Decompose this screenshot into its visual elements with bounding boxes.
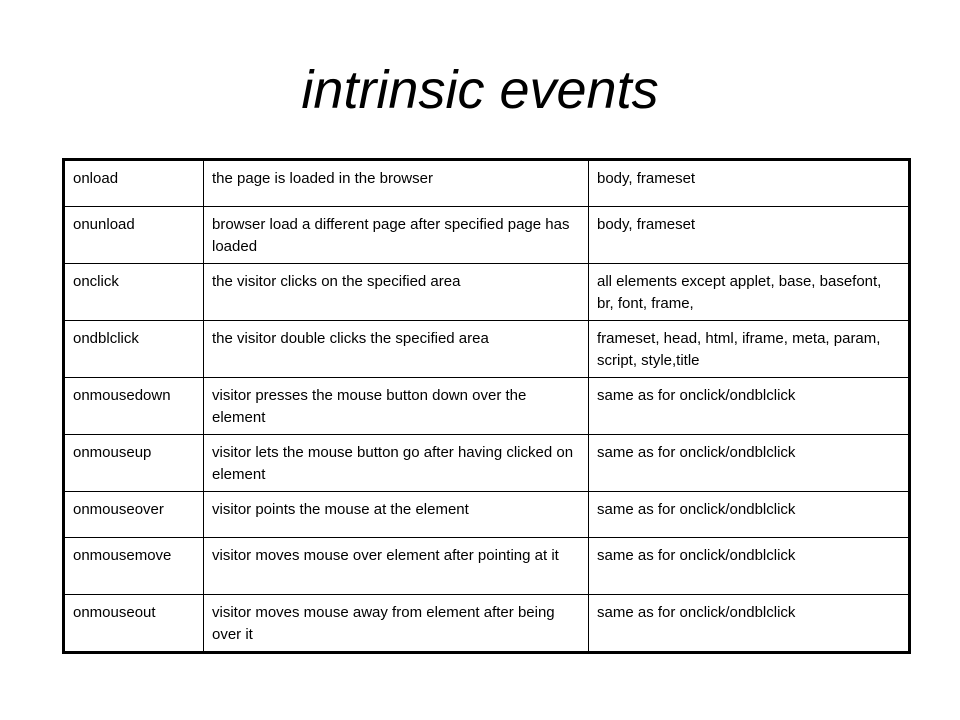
- event-elements-cell: same as for onclick/ondblclick: [589, 378, 910, 435]
- event-name-cell: onmouseover: [64, 492, 204, 538]
- event-trigger-cell: visitor moves mouse over element after pointing at it: [204, 538, 589, 595]
- event-name-cell: onload: [64, 160, 204, 207]
- event-name-cell: onclick: [64, 264, 204, 321]
- event-name-cell: onmousemove: [64, 538, 204, 595]
- event-elements-cell: body, frameset: [589, 207, 910, 264]
- table-row: [64, 595, 910, 653]
- event-trigger-cell: the visitor double clicks the specified area: [204, 321, 589, 378]
- event-trigger-cell: browser load a different page after specified page has loaded: [204, 207, 589, 264]
- events-table: [62, 158, 911, 654]
- slide-title: intrinsic events: [301, 60, 659, 120]
- table-row: [64, 207, 910, 264]
- table-row: [64, 435, 910, 492]
- table-row: [64, 538, 910, 595]
- event-name-cell: onmouseout: [64, 595, 204, 653]
- event-elements-cell: same as for onclick/ondblclick: [589, 595, 910, 653]
- event-name-cell: onmouseup: [64, 435, 204, 492]
- event-elements-cell: same as for onclick/ondblclick: [589, 538, 910, 595]
- event-elements-cell: all elements except applet, base, basefont, br, font, frame,: [589, 264, 910, 321]
- event-trigger-cell: the visitor clicks on the specified area: [204, 264, 589, 321]
- table-row: [64, 492, 910, 538]
- table-row: [64, 264, 910, 321]
- event-trigger-cell: visitor presses the mouse button down over the element: [204, 378, 589, 435]
- event-name-cell: onunload: [64, 207, 204, 264]
- event-trigger-cell: visitor lets the mouse button go after having clicked on element: [204, 435, 589, 492]
- event-trigger-cell: visitor points the mouse at the element: [204, 492, 589, 538]
- event-elements-cell: same as for onclick/ondblclick: [589, 435, 910, 492]
- event-name-cell: onmousedown: [64, 378, 204, 435]
- event-trigger-cell: visitor moves mouse away from element after being over it: [204, 595, 589, 653]
- table-row: [64, 321, 910, 378]
- table-row: [64, 378, 910, 435]
- event-name-cell: ondblclick: [64, 321, 204, 378]
- event-elements-cell: body, frameset: [589, 160, 910, 207]
- table-row: [64, 160, 910, 207]
- event-trigger-cell: the page is loaded in the browser: [204, 160, 589, 207]
- event-elements-cell: same as for onclick/ondblclick: [589, 492, 910, 538]
- event-elements-cell: frameset, head, html, iframe, meta, param, script, style,title: [589, 321, 910, 378]
